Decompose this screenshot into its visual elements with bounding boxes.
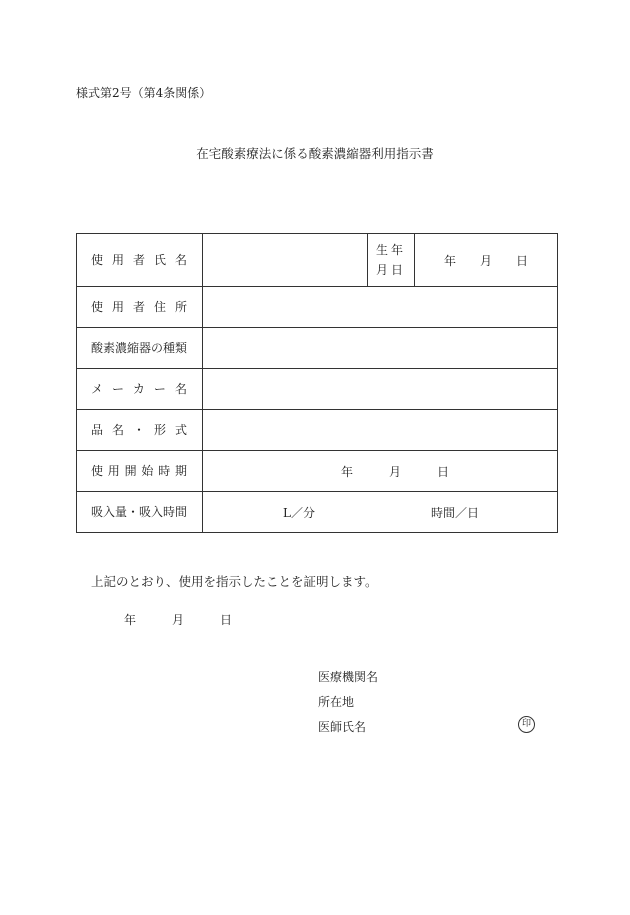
model-label-cell [77,410,203,451]
maker-field[interactable] [203,369,558,410]
birth-label-line2: 月日 [375,263,406,277]
model-label: 品名・形式 [91,422,187,437]
intake-label: 吸入量・吸入時間 [91,504,188,519]
start-date-field[interactable] [203,451,558,492]
location-label: 所在地 [318,695,355,709]
type-field[interactable] [203,328,558,369]
address-label: 使用者住所 [91,299,187,314]
type-label-cell [77,328,203,369]
row-intake [77,492,558,533]
start-label-cell [77,451,203,492]
document-title: 在宅酸素療法に係る酸素濃縮器利用指示書 [196,146,434,161]
intake-time-unit: 時間／日 [431,506,480,520]
type-label: 酸素濃縮器の種類 [91,340,188,355]
application-table [76,233,558,533]
model-field[interactable] [203,410,558,451]
doctor-name-label: 医師氏名 [318,720,367,734]
address-field[interactable] [203,287,558,328]
maker-label-cell [77,369,203,410]
row-user-name [77,234,558,287]
birth-year-unit: 年 [443,253,456,268]
birth-label-line1: 生年 [375,243,406,257]
birth-date-label-cell [368,234,415,287]
row-address [77,287,558,328]
maker-label: メーカー名 [91,381,187,396]
address-label-cell [77,287,203,328]
issue-month-unit: 月 [172,613,185,627]
row-model [77,410,558,451]
row-concentrator-type [77,328,558,369]
start-month-unit: 月 [388,464,401,479]
form-number: 様式第2号（第4条関係） [76,86,212,100]
user-name-label-cell [77,234,203,287]
intake-label-cell [77,492,203,533]
seal-mark: 印 [518,716,535,733]
start-label: 使用開始時期 [91,463,187,478]
issue-date[interactable] [124,611,232,628]
birth-month-unit: 月 [479,253,492,268]
user-name-field[interactable] [203,234,368,287]
birth-date-field[interactable] [415,234,558,287]
certification-statement: 上記のとおり、使用を指示したことを証明します。 [91,574,378,589]
birth-day-unit: 日 [516,253,529,268]
issue-day-unit: 日 [220,613,233,627]
row-maker [77,369,558,410]
row-start-date [77,451,558,492]
issue-year-unit: 年 [124,613,137,627]
start-day-unit: 日 [437,464,450,479]
institution-name-label: 医療機関名 [318,670,379,684]
user-name-label: 使用者氏名 [91,252,187,267]
start-year-unit: 年 [340,464,353,479]
intake-field[interactable] [203,492,558,533]
intake-rate-unit: L／分 [283,506,315,520]
